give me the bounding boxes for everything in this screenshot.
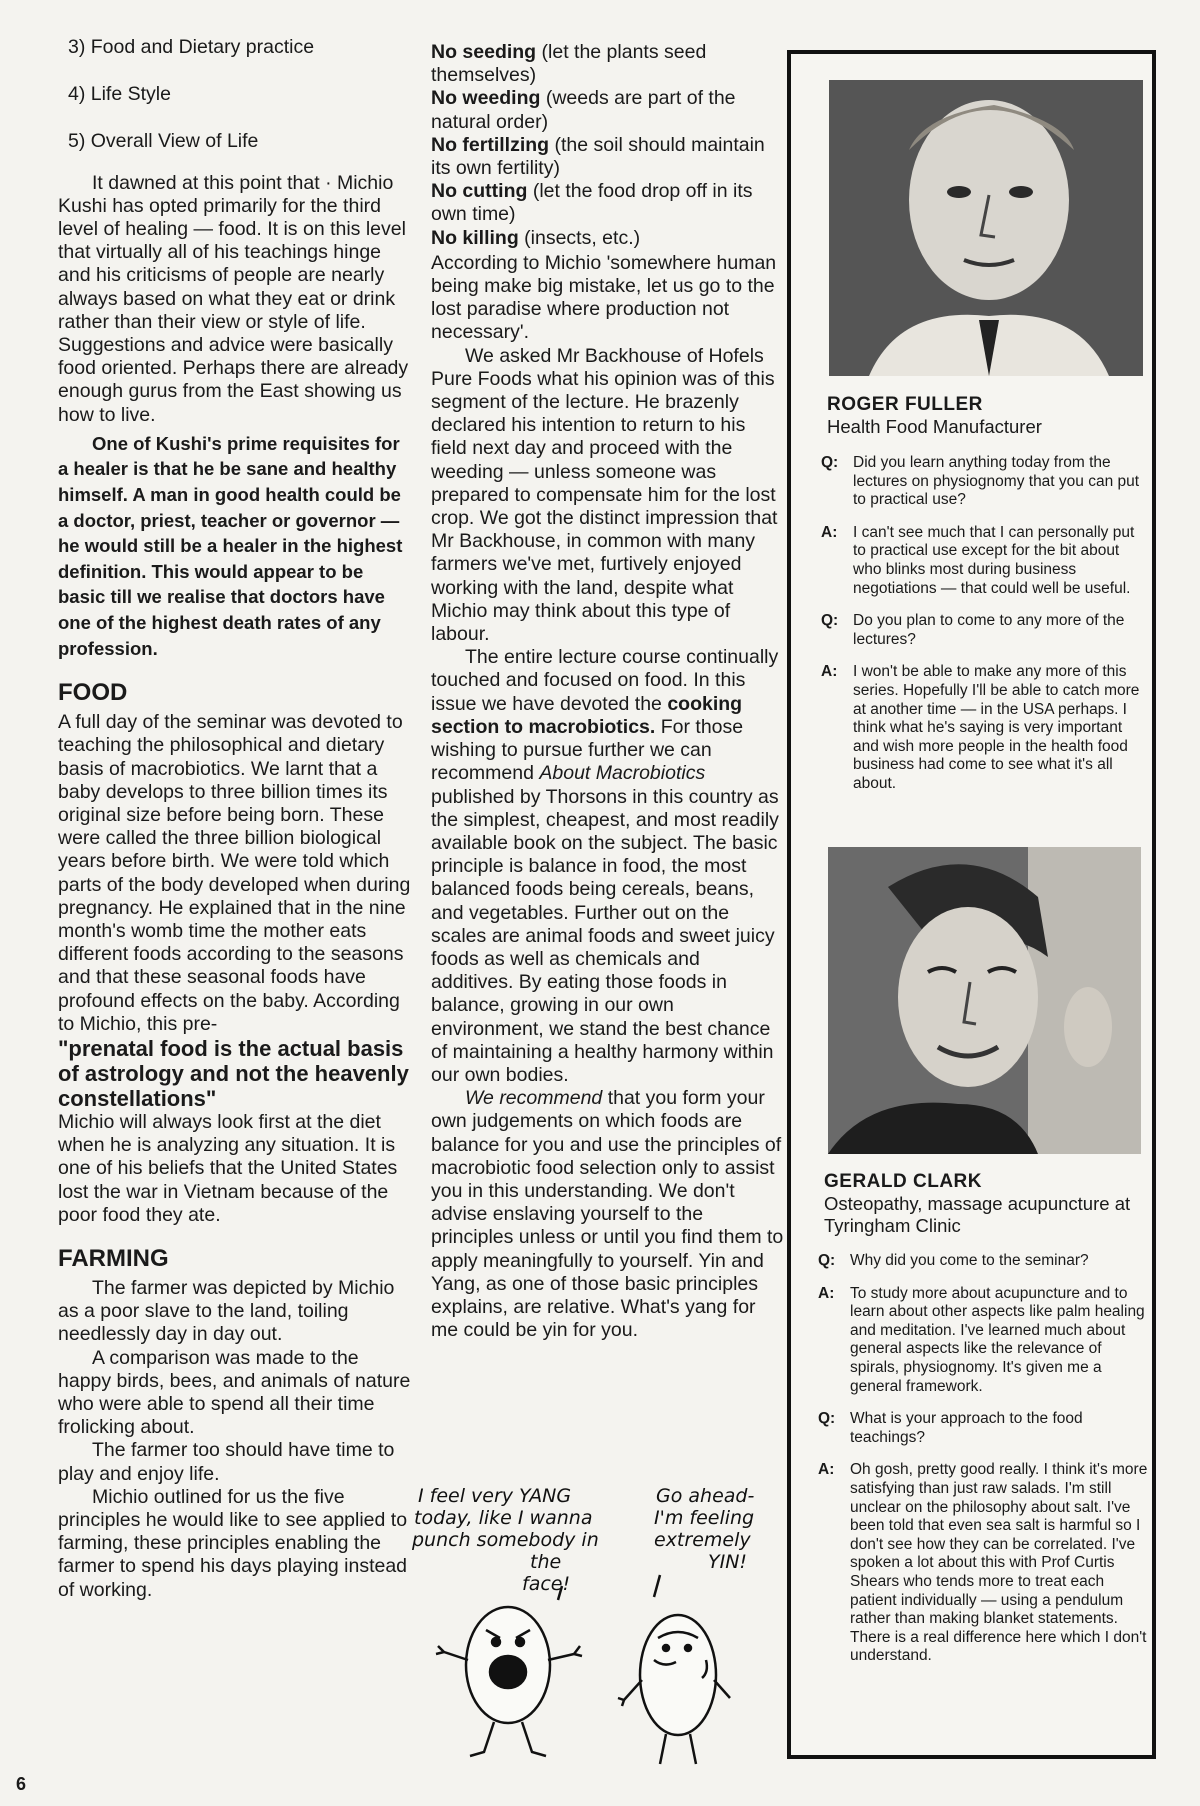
qa-label: Q: — [821, 612, 839, 630]
left-speech-line: the — [530, 1551, 562, 1573]
left-speech-line: face! — [522, 1573, 571, 1595]
text-run: The entire lecture course continually touched and focused on food. In this issue we have devoted the — [431, 646, 779, 715]
qa-row — [821, 524, 1151, 598]
principle-item — [431, 227, 786, 250]
pull-quote: "prenatal food is the actual basis of astrology and not the heavenly constellations" — [58, 1036, 409, 1112]
principle-desc: (let the food drop off in its own time) — [431, 180, 753, 226]
body-paragraph — [431, 1087, 786, 1342]
qa-text: Oh gosh, pretty good really. I think it's more satisfying than just raw salads. I'm still unclear on the philosophy about salt. I've been told that even sea salt is harmful so I don't see how they can be correlated. I've spoken a lot about this with Prof Curtis Shears who tends more to treat each patient individually — using a pendulum rather than making blanket statements. There is a real difference here which I don't understand. — [850, 1461, 1148, 1665]
list-item: 4) Life Style — [68, 83, 171, 106]
list-item: 5) Overall View of Life — [68, 130, 259, 153]
principle-item — [431, 87, 786, 133]
book-title: About Macrobiotics — [539, 762, 706, 785]
qa-row — [818, 1285, 1148, 1397]
body-paragraph: It dawned at this point that · Michio Kushi has opted primarily for the third level of healing — food. It is on this level that virtually all of his teachings hinge and his criticisms of people are nearly always based on what they eat or drink rather than their view or style of life. Suggestions and advice were basically food oriented. Perhaps there are already enough gurus from the East showing us how to live. — [58, 171, 409, 426]
body-paragraph: Michio outlined for us the five principles he would like to see applied to farming, these principles enabling the farmer to spend his days playing instead of working. — [58, 1485, 408, 1601]
principle-desc: (let the plants seed themselves) — [431, 41, 707, 87]
principle-term: No killing — [431, 226, 519, 249]
principle-term: No cutting — [431, 180, 528, 203]
qa-label: A: — [821, 663, 838, 681]
portrait-illustration — [829, 80, 1143, 376]
qa-text: I won't be able to make any more of this series. Hopefully I'll be able to catch more at another time — in the USA perhaps. I think what he's saying is very important and wish more people in the health food business had come to see what it's all about. — [853, 663, 1140, 792]
pull-paragraph: One of Kushi's prime requisites for a healer is that he be sane and healthy himself. A man in good health could be a doctor, priest, teacher or governor — he would still be a healer in the highest definition. This would appear to be basic till we realise that doctors have one of the highest death rates of any profession. — [58, 432, 403, 659]
left-speech-line: I feel very YANG — [418, 1485, 572, 1507]
left-column — [58, 36, 413, 1602]
qa-row — [821, 612, 1151, 649]
qa-label: Q: — [821, 454, 839, 471]
body-paragraph: Michio will always look first at the diet when he is analyzing any situation. It is one of his beliefs that the United States lost the war in Vietnam because of the poor food they ate. — [58, 1111, 398, 1226]
portrait-illustration — [828, 847, 1141, 1154]
left-speech-line: today, like I wanna — [414, 1507, 593, 1529]
qa-text: What is your approach to the food teachings? — [850, 1410, 1083, 1446]
right-speech-line: extremely — [654, 1529, 751, 1551]
page-number: 6 — [16, 1774, 27, 1794]
qa-row — [821, 663, 1151, 793]
right-speech-line: Go ahead- — [656, 1485, 755, 1507]
qa-label: A: — [818, 1461, 835, 1479]
qa-block — [821, 454, 1151, 808]
qa-row — [821, 454, 1151, 510]
interview-sidebar — [787, 50, 1156, 1759]
qa-text: I can't see much that I can personally put to practical use except for the bit about who blinks most during business negotiations — that could well be useful. — [853, 523, 1135, 597]
qa-row — [818, 1252, 1148, 1271]
qa-row — [818, 1410, 1148, 1447]
qa-text: Do you plan to come to any more of the lectures? — [853, 612, 1125, 648]
principle-term: No seeding — [431, 41, 537, 63]
list-item: 3) Food and Dietary practice — [68, 36, 315, 58]
qa-label: Q: — [818, 1410, 836, 1428]
section-heading-farming: FARMING — [58, 1245, 169, 1273]
text-run: For those wishing to pursue further we can recommend — [431, 715, 744, 785]
right-speech-line: YIN! — [708, 1551, 748, 1573]
yang-character — [436, 1586, 582, 1756]
body-paragraph: A comparison was made to the happy birds, bees, and animals of nature who were able to spend all their time frolicking about. — [58, 1346, 411, 1439]
text-run: We recommend — [465, 1087, 603, 1110]
portrait-photo-gerald-clark — [828, 847, 1141, 1154]
body-paragraph: The farmer too should have time to play and enjoy life. — [58, 1439, 395, 1485]
qa-text: Why did you come to the seminar? — [850, 1252, 1089, 1269]
principle-item — [431, 134, 786, 180]
body-paragraph: The farmer was depicted by Michio as a poor slave to the land, toiling needlessly day in day out. — [58, 1277, 395, 1346]
qa-text: To study more about acupuncture and to learn about other aspects like palm healing and meditation. I've learned much about general aspects like the relevance of spirals, physiognomy. It's given me a general framework. — [850, 1284, 1145, 1395]
qa-label: A: — [821, 523, 838, 541]
portrait-photo-roger-fuller — [829, 80, 1143, 376]
text-run: cooking section to macrobiotics. — [431, 692, 743, 738]
right-speech-line: I'm feeling — [654, 1507, 755, 1529]
person-name: ROGER FULLER — [827, 394, 983, 415]
body-paragraph — [431, 646, 786, 1087]
body-paragraph: A full day of the seminar was devoted to teaching the philosophical and dietary basis of macrobiotics. We larnt that a baby develops to three billion times its original size before being born. These were called the three billion biological years before birth. We were told which parts of the body developed when during pregnancy. He explained that in the nine month's womb time the mother eats different foods according to the seasons and that these seasonal foods have profound effects on the baby. According to Michio, this pre- — [58, 711, 411, 1035]
principle-item — [431, 41, 786, 87]
principle-item — [431, 180, 786, 226]
qa-block — [818, 1252, 1148, 1680]
middle-column — [431, 41, 786, 1342]
person-role: Health Food Manufacturer — [827, 416, 1042, 437]
principle-desc: (weeds are part of the natural order) — [431, 87, 736, 133]
qa-label: Q: — [818, 1252, 836, 1269]
person-role: Osteopathy, massage acupuncture at Tyringham Clinic — [824, 1193, 1131, 1236]
qa-row — [818, 1461, 1148, 1666]
text-run: that you form your own judgements on which foods are balance for you and use the principles of macrobiotic food selection only to assist you in this understanding. We don't advise enslaving yourself to the principles unless or until you find them to apply meaningfully to yourself. Yin and Yang, as one of those basic principles explains, are relative. What's yang for me could be yin for you. — [431, 1087, 784, 1342]
principle-term: No fertillzing — [431, 133, 550, 156]
yin-character — [618, 1575, 730, 1764]
yin-yang-cartoon — [408, 1480, 783, 1770]
left-speech — [411, 1485, 599, 1595]
person-name: GERALD CLARK — [824, 1171, 982, 1192]
right-speech — [654, 1485, 754, 1573]
principle-desc: (insects, etc.) — [518, 226, 641, 249]
principle-desc: (the soil should maintain its own fertility) — [431, 133, 765, 180]
body-paragraph: We asked Mr Backhouse of Hofels Pure Foods what his opinion was of this segment of the lecture. He brazenly declared his intention to return to his field next day and proceed with the weeding — unless someone was prepared to compensate him for the lost crop. We got the distinct impression that Mr Backhouse, in common with many farmers we've met, furtively enjoyed working with the land, despite what Michio may think about this type of labour. — [431, 344, 778, 646]
text-run: published by Thorsons in this country as the simplest, cheapest, and most readily available book on the subject. The basic principle is balance in food, the most balanced foods being cereals, beans, and vegetables. Further out on the scales are animal foods and sweet juicy foods as well as chemicals and additives. By eating those foods in balance, growing in our own environment, we stand the best chance of maintaining a healthy harmony within our own bodies. — [431, 785, 779, 1086]
principle-term: No weeding — [431, 87, 541, 110]
qa-text: Did you learn anything today from the lectures on physiognomy that you can put to practical use? — [853, 454, 1140, 509]
left-speech-line: punch somebody in — [412, 1529, 599, 1551]
section-heading-food: FOOD — [58, 679, 128, 707]
qa-label: A: — [818, 1284, 835, 1302]
body-paragraph: According to Michio 'somewhere human being make big mistake, let us go to the lost paradise where production not necessary'. — [431, 251, 777, 344]
